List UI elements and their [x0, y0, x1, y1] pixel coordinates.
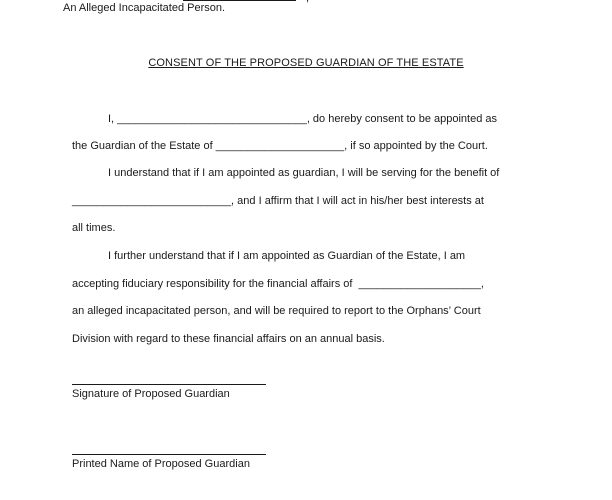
- caption-name-rule: [183, 0, 296, 1]
- paragraph-3-line-1: I further understand that if I am appointed as Guardian of the Estate, I am: [108, 250, 466, 262]
- paragraph-3-line-4: Division with regard to these financial affairs on an annual basis.: [72, 333, 385, 345]
- paragraph-2-line-1: I understand that if I am appointed as guardian, I will be serving for the benefit of: [108, 167, 500, 179]
- paragraph-1-line-1: I, _______________________________, do hereby consent to be appointed as: [108, 113, 498, 125]
- caption-party-label: An Alleged Incapacitated Person.: [63, 2, 226, 14]
- paragraph-1-line-2: the Guardian of the Estate of _____________________, if so appointed by the Court.: [72, 140, 488, 152]
- printed-name-label: Printed Name of Proposed Guardian: [72, 458, 250, 470]
- paragraph-3-line-3: an alleged incapacitated person, and will be required to report to the Orphans’ Court: [72, 305, 481, 317]
- document-title: CONSENT OF THE PROPOSED GUARDIAN OF THE ESTATE: [148, 57, 464, 69]
- paragraph-2-line-2: __________________________, and I affirm that I will act in his/her best interests at: [72, 195, 484, 207]
- paragraph-3-line-2: accepting fiduciary responsibility for the financial affairs of ____________________,: [72, 278, 484, 290]
- document-title-wrapper: [0, 57, 612, 70]
- printed-name-rule: [72, 454, 266, 455]
- signature-label: Signature of Proposed Guardian: [72, 388, 230, 400]
- signature-rule: [72, 384, 266, 385]
- paragraph-2-line-3: all times.: [72, 222, 116, 234]
- caption-trailing-mark: [306, 0, 309, 5]
